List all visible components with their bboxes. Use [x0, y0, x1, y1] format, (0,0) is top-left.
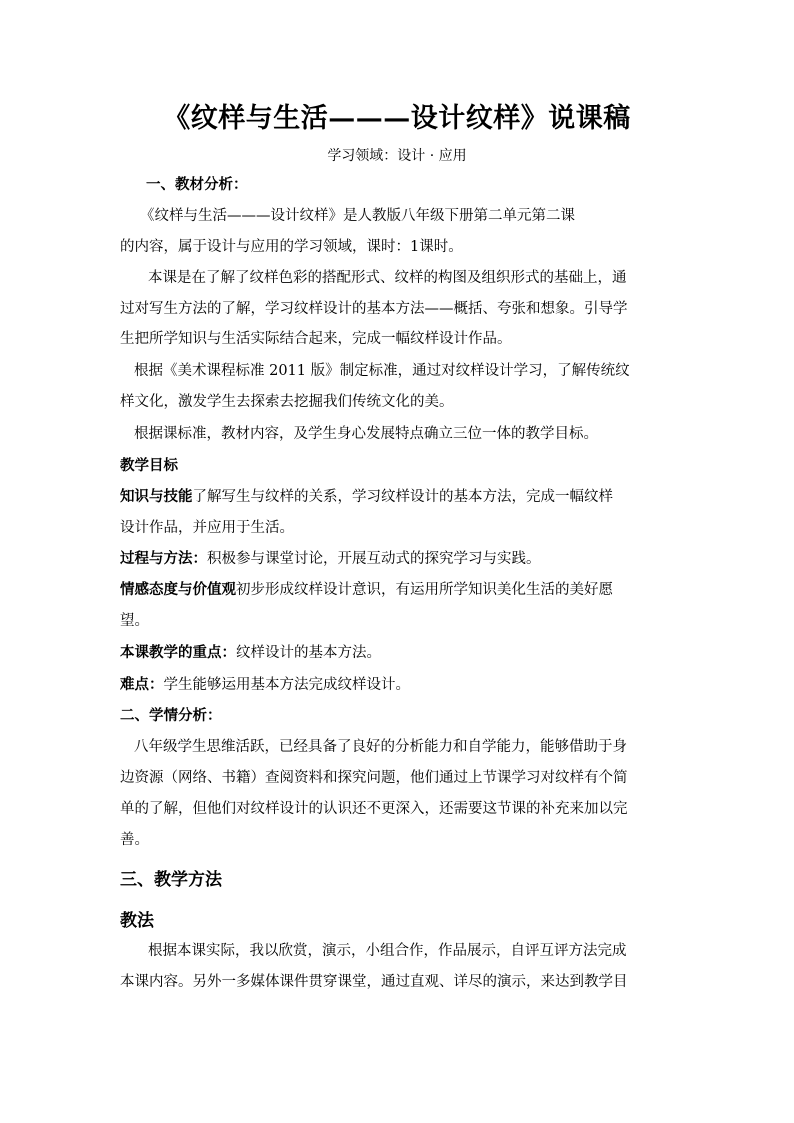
- document-subtitle: 学习领域：设计 · 应用: [327, 148, 467, 164]
- goal-emotion: [120, 580, 613, 600]
- goal-label: 过程与方法：: [120, 550, 207, 567]
- document-title: 《纹样与生活———设计纹样》说课稿: [163, 103, 631, 134]
- goal-text: 初步形成纹样设计意识，有运用所学知识美化生活的美好愿: [236, 582, 613, 598]
- difficult-point: [120, 675, 410, 695]
- goal-label: 知识与技能: [120, 488, 193, 505]
- paragraph-line: 善。: [120, 832, 149, 848]
- goal-text: 积极参与课堂讨论，开展互动式的探究学习与实践。: [207, 551, 541, 567]
- paragraph-line: 边资源（网络、书籍）查阅资料和探究问题，他们通过上节课学习对纹样有个简: [120, 770, 628, 786]
- paragraph-line: 的内容，属于设计与应用的学习领域，课时：1课时。: [120, 239, 463, 255]
- section3-heading: 三、教学方法: [120, 870, 222, 890]
- goal-knowledge: [120, 487, 613, 507]
- paragraph-line: 根据课标准，教材内容，及学生身心发展特点确立三位一体的教学目标。: [134, 426, 598, 442]
- paragraph-line: 根据《美术课程标准 2011 版》制定标准，通过对纹样设计学习，了解传统纹: [134, 363, 630, 379]
- goal-process: [120, 549, 541, 569]
- paragraph-line: 样文化，激发学生去探索去挖掘我们传统文化的美。: [120, 394, 454, 410]
- section1-heading: 一、教材分析：: [146, 176, 248, 193]
- key-point: [120, 643, 381, 663]
- paragraph-line: 单的了解，但他们对纹样设计的认识还不更深入，还需要这节课的补充来加以完: [120, 801, 628, 817]
- goal-text: 了解写生与纹样的关系，学习纹样设计的基本方法，完成一幅纹样: [192, 489, 613, 505]
- goals-heading: 教学目标: [120, 457, 178, 474]
- paragraph-line: 设计作品，并应用于生活。: [120, 520, 294, 536]
- method-heading: 教法: [120, 911, 154, 931]
- section2-heading: 二、学情分析：: [120, 707, 222, 724]
- paragraph-line: 根据本课实际，我以欣赏，演示，小组合作，作品展示，自评互评方法完成: [148, 943, 627, 959]
- paragraph-line: 望。: [120, 613, 149, 629]
- paragraph-line: 生把所学知识与生活实际结合起来，完成一幅纹样设计作品。: [120, 331, 512, 347]
- key-text: 纹样设计的基本方法。: [236, 645, 381, 661]
- difficult-label: 难点：: [120, 676, 164, 693]
- paragraph-line: 八年级学生思维活跃，已经具备了良好的分析能力和自学能力，能够借助于身: [134, 739, 627, 755]
- key-label: 本课教学的重点：: [120, 644, 236, 661]
- difficult-text: 学生能够运用基本方法完成纹样设计。: [163, 677, 410, 693]
- paragraph-line: 本课内容。另外一多媒体课件贯穿课堂，通过直观、详尽的演示，来达到教学目: [120, 974, 628, 990]
- paragraph-line: 《纹样与生活———设计纹样》是人教版八年级下册第二单元第二课: [140, 208, 575, 224]
- paragraph-line: 过对写生方法的了解，学习纹样设计的基本方法——概括、夸张和想象。引导学: [120, 301, 628, 317]
- goal-label: 情感态度与价值观: [120, 581, 236, 598]
- paragraph-line: 本课是在了解了纹样色彩的搭配形式、纹样的构图及组织形式的基础上，通: [148, 270, 627, 286]
